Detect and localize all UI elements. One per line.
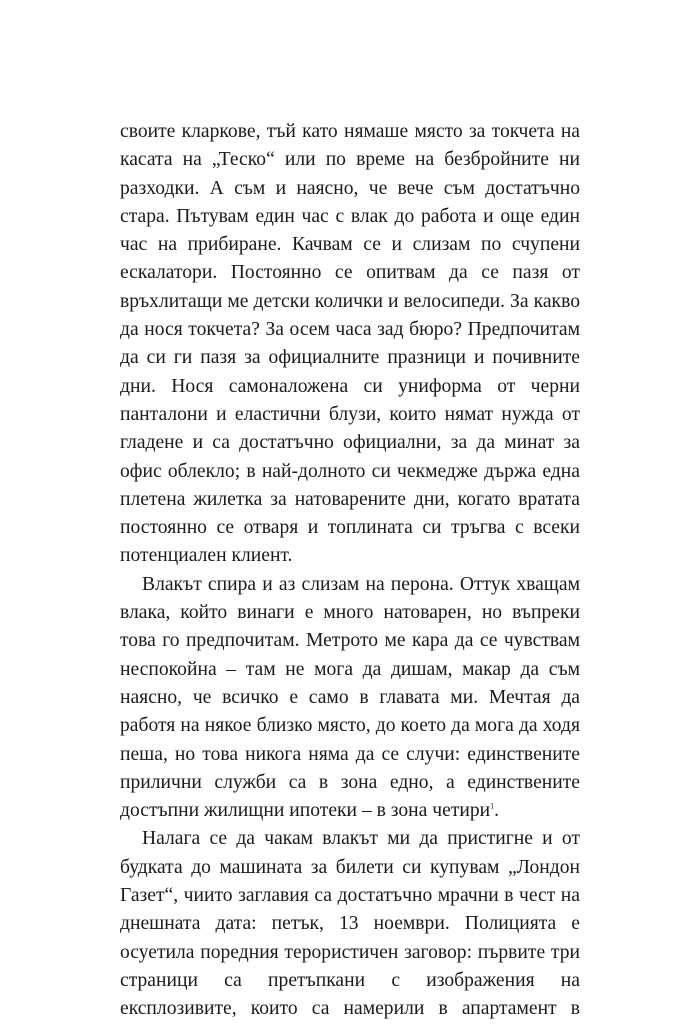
text-line: страници са претъпкани с изображения на — [120, 969, 580, 991]
text-line: да нося токчета? За осем часа зад бюро? Предпочитам — [120, 319, 580, 341]
text-line: осуетила поредния терористичен заговор: първите три — [120, 941, 580, 963]
text-line: разходки. А съм и наясно, че вече съм достатъчно — [120, 177, 580, 199]
text-line: неспокойна – там не мога да дишам, макар да съм — [120, 658, 580, 680]
text-line: връхлитащи ме детски колички и велосипеди. За какво — [120, 290, 580, 312]
body-text — [120, 118, 580, 1024]
paragraph-2 — [120, 571, 580, 826]
paragraph-3 — [120, 825, 580, 1023]
text-line-with-footnote — [120, 797, 580, 825]
text-line: влака, който винаги е много натоварен, но въпреки — [120, 602, 580, 624]
text-line: пеша, но това никога няма да се случи: единствените — [120, 743, 580, 765]
text-line: Влакът спира и аз слизам на перона. Оттук хващам — [142, 573, 580, 595]
text-line: прилични служби са в зона едно, а единствените — [120, 771, 580, 793]
text-line: ескалатори. Постоянно се опитвам да се пазя от — [120, 262, 580, 284]
text-line: днешната дата: петък, 13 ноември. Полицията е — [120, 913, 580, 935]
text-line: плетена жилетка за натоварените дни, когато вратата — [120, 488, 580, 510]
text-line: постоянно се отваря и топлината си тръгва с всеки — [120, 517, 580, 539]
text-line: това го предпочитам. Метрото ме кара да се чувствам — [120, 630, 580, 652]
text-line: офис облекло; в най-долното си чекмедже държа една — [120, 460, 580, 482]
text-line-content: достъпни жилищни ипотеки – в зона четири — [120, 800, 491, 822]
text-line: будката до машината за билети си купувам „Лондон — [120, 856, 580, 878]
text-line: наясно, че всичко е само в главата ми. Мечтая да — [120, 686, 580, 708]
text-line: гладене и са достатъчно официални, за да минат за — [120, 432, 580, 454]
text-line: експлозивите, които са намерили в апартамент в — [120, 998, 580, 1020]
text-line: касата на „Теско“ или по време на безбройните ни — [120, 149, 580, 171]
footnote-marker[interactable]: 1 — [490, 801, 495, 811]
text-line: панталони и еластични блузи, които нямат нужда от — [120, 403, 580, 425]
text-line: час на прибиране. Качвам се и слизам по счупени — [120, 234, 580, 256]
text-line: работя на някое близко място, до което да мога да ходя — [120, 715, 580, 737]
text-line: стара. Пътувам един час с влак до работа и още един — [120, 205, 580, 227]
text-line: Налага се да чакам влакът ми да пристигне и от — [142, 828, 580, 850]
text-line: потенциален клиент. — [120, 545, 293, 567]
text-line: дни. Нося самоналожена си униформа от черни — [120, 375, 580, 397]
text-line: Газет“, чиито заглавия са достатъчно мрачни в чест на — [120, 885, 580, 907]
text-line: своите кларкове, тъй като нямаше място за токчета на — [120, 121, 580, 142]
paragraph-1 — [120, 118, 580, 571]
end-punctuation: . — [494, 800, 500, 822]
text-line: да си ги пазя за официалните празници и почивните — [120, 347, 580, 369]
